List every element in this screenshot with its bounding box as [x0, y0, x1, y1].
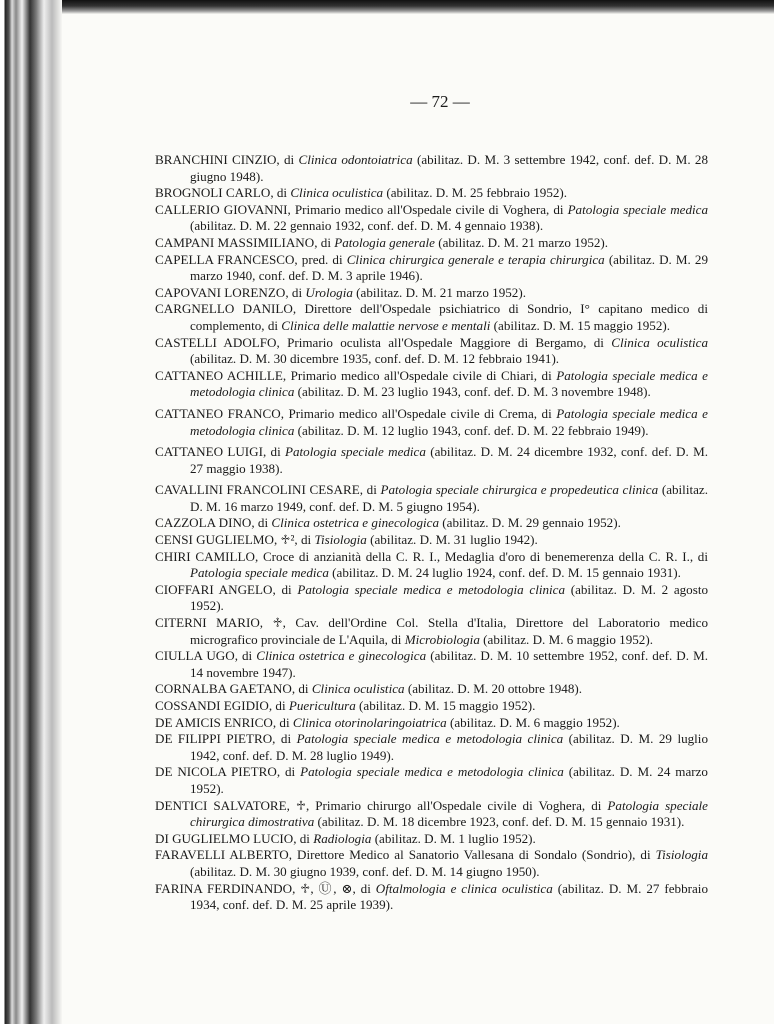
- entry-subject: Clinica ostetrica e ginecologica: [271, 515, 440, 531]
- list-item: [155, 444, 708, 477]
- entry-subject: Patologia speciale medica e metodologia clinica: [296, 731, 564, 747]
- entry-name: CHIRI CAMILLO: [155, 548, 255, 564]
- entry-text: (abilitaz. D. M. 24 luglio 1924, conf. def. D. M. 15 gennaio 1931).: [328, 565, 681, 581]
- entry-text: , di: [291, 681, 312, 697]
- entry-text: , di: [234, 648, 257, 664]
- entry-name: CAMPANI MASSIMILIANO: [155, 234, 315, 250]
- entry-text: (abilitaz. D. M. 3 settembre 1942, conf. def. D. M. 28 giugno 1948).: [190, 152, 708, 184]
- list-item: [155, 881, 708, 914]
- entry-subject: Clinica oculistica: [611, 334, 708, 350]
- entry-name: CORNALBA GAETANO: [155, 681, 292, 697]
- entry-text: (abilitaz. D. M. 1 luglio 1952).: [371, 830, 536, 846]
- entry-name: DE FILIPPI PIETRO: [155, 731, 273, 747]
- entry-subject: Puericultura: [288, 698, 356, 713]
- list-item: [155, 549, 708, 582]
- entry-text: (abilitaz. D. M. 6 maggio 1952).: [446, 714, 620, 730]
- list-item: [155, 235, 708, 252]
- entry-subject: Tisiologia: [655, 847, 708, 863]
- entry-subject: Patologia generale: [334, 234, 435, 250]
- list-item: [155, 715, 708, 732]
- entry-text: , di: [272, 714, 293, 730]
- entry-subject: Patologia speciale medica: [567, 201, 709, 217]
- entry-text: , ♱, Primario chirurgo all'Ospedale civile di Voghera, di: [286, 797, 608, 813]
- list-item: [155, 301, 708, 334]
- entry-name: CATTANEO FRANCO: [155, 405, 281, 421]
- entry-subject: Patologia speciale medica e metodologia clinica: [297, 581, 566, 597]
- list-item: [155, 202, 708, 235]
- list-item: [155, 368, 708, 401]
- entry-text: , Direttore Medico al Sanatorio Vallesana di Sondalo (Sondrio), di: [288, 847, 656, 863]
- entry-text: (abilitaz. D. M. 23 luglio 1943, conf. def. D. M. 3 novembre 1948).: [294, 384, 651, 400]
- list-item: [155, 335, 708, 368]
- entry-name: FARINA FERDINANDO: [155, 880, 293, 896]
- entry-text: (abilitaz. D. M. 31 luglio 1942).: [366, 532, 538, 548]
- entry-text: , Primario medico all'Ospedale civile di Voghera, di: [287, 201, 568, 217]
- entry-name: CENSI GUGLIELMO: [155, 532, 274, 548]
- entry-subject: Clinica otorinolaringoiatrica: [292, 714, 447, 730]
- entry-subject: Clinica odontoiatrica: [298, 152, 413, 167]
- entry-text: (abilitaz. D. M. 29 gennaio 1952).: [439, 515, 621, 531]
- entry-text: (abilitaz. D. M. 12 luglio 1943, conf. def. D. M. 22 febbraio 1949).: [294, 422, 649, 438]
- entry-name: CAPOVANI LORENZO: [155, 284, 286, 300]
- entry-text: (abilitaz. D. M. 6 maggio 1952).: [479, 631, 653, 647]
- entry-name: CATTANEO ACHILLE: [155, 367, 283, 383]
- entry-text: (abilitaz. D. M. 29 marzo 1940, conf. def. D. M. 3 aprile 1946).: [190, 251, 708, 284]
- entry-text: (abilitaz. D. M. 22 gennaio 1932, conf. def. D. M. 4 gennaio 1938).: [190, 218, 544, 234]
- list-item: [155, 482, 708, 515]
- entry-text: , di: [262, 444, 285, 460]
- entry-subject: Patologia speciale chirurgica dimostrativa: [190, 797, 708, 830]
- entry-text: (abilitaz. D. M. 18 dicembre 1923, conf. def. D. M. 15 gennaio 1931).: [314, 814, 685, 830]
- entry-text: (abilitaz. D. M. 21 marzo 1952).: [434, 234, 609, 250]
- entry-name: CAVALLINI FRANCOLINI CESARE: [155, 482, 360, 498]
- entry-subject: Clinica delle malattie nervose e mentali: [281, 317, 491, 333]
- entry-name: COSSANDI EGIDIO: [155, 698, 269, 713]
- entry-text: , Primario medico all'Ospedale civile di Chiari, di: [282, 367, 557, 383]
- entry-text: , di: [251, 515, 272, 531]
- entry-name: BROGNOLI CARLO: [155, 185, 271, 201]
- entry-text: (abilitaz. D. M. 2 agosto 1952).: [190, 581, 709, 614]
- entry-text: , di: [293, 830, 314, 846]
- entry-name: BRANCHINI CINZIO: [155, 152, 277, 167]
- scan-top-edge: [0, 0, 774, 14]
- entry-name: CIULLA UGO: [155, 648, 235, 664]
- entry-text: , pred. di: [294, 251, 347, 267]
- entry-text: , Primario medico all'Ospedale civile di Crema, di: [280, 405, 557, 421]
- entry-text: (abilitaz. D. M. 24 dicembre 1932, conf. def. D. M. 27 maggio 1938).: [190, 444, 708, 476]
- list-item: [155, 764, 708, 797]
- list-item: [155, 252, 708, 285]
- entry-subject: Patologia speciale medica: [285, 444, 426, 460]
- entry-text: , di: [270, 185, 291, 201]
- list-item: [155, 185, 708, 202]
- entry-text: , ♱, Cav. dell'Ordine Col. Stella d'Italia, Direttore del Laboratorio medico micrografico provinciale de L'Aquila, di: [190, 615, 708, 647]
- entry-text: (abilitaz. D. M. 20 ottobre 1948).: [404, 681, 583, 697]
- entry-name: CIOFFARI ANGELO: [155, 581, 273, 597]
- entry-subject: Radiologia: [313, 830, 372, 846]
- list-item: [155, 731, 708, 764]
- entry-name: DENTICI SALVATORE: [155, 797, 287, 813]
- list-item: [155, 615, 708, 648]
- list-item: [155, 648, 708, 681]
- entry-text: , di: [272, 581, 298, 597]
- entry-text: (abilitaz. D. M. 27 febbraio 1934, conf. def. D. M. 25 aprile 1939).: [190, 880, 708, 913]
- entry-text: , di: [359, 482, 381, 498]
- page-number: — 72 —: [410, 92, 470, 111]
- entry-subject: Clinica ostetrica e ginecologica: [256, 648, 427, 664]
- entry-name: DE AMICIS ENRICO: [155, 714, 273, 730]
- list-item: [155, 406, 708, 439]
- entry-text: (abilitaz. D. M. 29 luglio 1942, conf. def. D. M. 28 luglio 1949).: [190, 731, 708, 763]
- entry-text: (abilitaz. D. M. 30 dicembre 1935, conf. def. D. M. 12 febbraio 1941).: [190, 351, 560, 367]
- entry-subject: Tisiologia: [314, 532, 367, 548]
- list-item: [155, 515, 708, 532]
- entry-subject: Patologia speciale medica e metodologia clinica: [300, 764, 564, 780]
- entry-name: FARAVELLI ALBERTO: [155, 847, 289, 863]
- entry-subject: Oftalmologia e clinica oculistica: [375, 880, 553, 896]
- entry-subject: Urologia: [305, 284, 353, 300]
- entry-text: , di: [276, 764, 301, 780]
- entry-text: (abilitaz. D. M. 30 giugno 1939, conf. def. D. M. 14 giugno 1950).: [190, 863, 540, 879]
- entry-subject: Patologia speciale medica: [190, 565, 329, 581]
- list-item: [155, 798, 708, 831]
- list-item: [155, 532, 708, 549]
- scan-binding-edge: [0, 0, 62, 1024]
- entry-text: , di: [314, 234, 335, 250]
- entry-text: , di: [272, 731, 297, 747]
- entry-text: (abilitaz. D. M. 21 marzo 1952).: [352, 284, 526, 300]
- list-item: [155, 847, 708, 880]
- entry-subject: Clinica chirurgica generale e terapia chirurgica: [346, 251, 605, 267]
- entry-text: (abilitaz. D. M. 15 maggio 1952).: [490, 317, 671, 333]
- list-item: [155, 582, 708, 615]
- entry-text: , di: [285, 284, 306, 300]
- entry-text: , Croce di anzianità della C. R. I., Medaglia d'oro di benemerenza della C. R. I., di: [254, 548, 708, 564]
- entry-subject: Clinica oculistica: [311, 681, 405, 697]
- entry-text: , di: [276, 152, 299, 167]
- entry-text: (abilitaz. D. M. 15 maggio 1952).: [355, 698, 536, 713]
- entry-name: DE NICOLA PIETRO: [155, 764, 277, 780]
- entry-text: (abilitaz. D. M. 24 marzo 1952).: [190, 764, 708, 796]
- entry-subject: Microbiologia: [404, 631, 480, 647]
- entry-text: , ♱, Ⓤ, ⊗, di: [292, 880, 376, 896]
- entry-text: (abilitaz. D. M. 16 marzo 1949, conf. def. D. M. 5 giugno 1954).: [190, 482, 708, 514]
- entry-subject: Clinica oculistica: [290, 185, 384, 201]
- entry-text: , Direttore dell'Ospedale psichiatrico di Sondrio, I° capitano medico di complemento, di: [190, 301, 708, 333]
- entry-name: CAZZOLA DINO: [155, 515, 252, 531]
- entry-name: CATTANEO LUIGI: [155, 444, 263, 460]
- entry-list: [155, 152, 708, 914]
- entry-subject: Patologia speciale chirurgica e propedeutica clinica: [380, 482, 659, 498]
- list-item: [155, 681, 708, 698]
- entry-text: (abilitaz. D. M. 25 febbraio 1952).: [383, 185, 568, 201]
- list-item: [155, 831, 708, 848]
- entry-name: CITERNI MARIO: [155, 615, 260, 631]
- entry-subject: Patologia speciale medica e metodologia clinica: [190, 405, 708, 438]
- entry-text: (abilitaz. D. M. 10 settembre 1952, conf. def. D. M. 14 novembre 1947).: [190, 648, 708, 680]
- entry-name: CARGNELLO DANILO: [155, 301, 293, 317]
- list-item: [155, 698, 708, 715]
- entry-text: , ♱², di: [273, 532, 315, 548]
- list-item: [155, 285, 708, 302]
- entry-name: CAPELLA FRANCESCO: [155, 251, 295, 267]
- entry-subject: Patologia speciale medica e metodologia clinica: [190, 367, 708, 400]
- entry-name: DI GUGLIELMO LUCIO: [155, 830, 294, 846]
- list-item: [155, 152, 708, 185]
- entry-text: , di: [268, 698, 289, 713]
- entry-name: CASTELLI ADOLFO: [155, 334, 277, 350]
- entry-name: CALLERIO GIOVANNI: [155, 201, 288, 217]
- entry-text: , Primario oculista all'Ospedale Maggiore di Bergamo, di: [276, 334, 612, 350]
